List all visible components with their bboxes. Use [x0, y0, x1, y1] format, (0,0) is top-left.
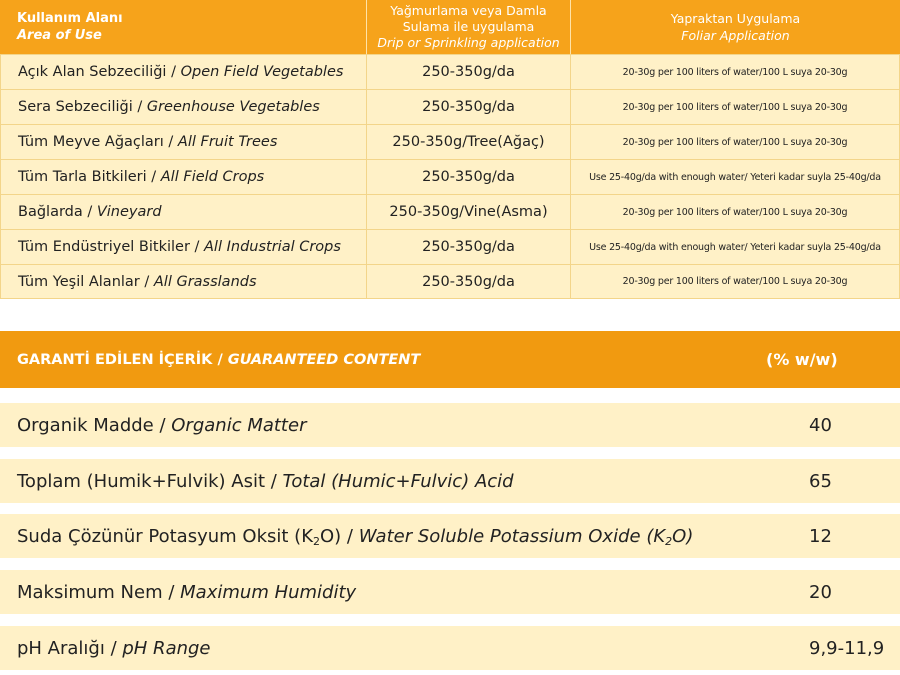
guaranteed-content-title — [0, 352, 766, 368]
header-area-tr: Kullanım Alanı — [17, 11, 123, 26]
foliar-dose-cell: Use 25-40g/da with enough water/ Yeteri kadar suyla 25-40g/da — [571, 230, 900, 264]
drip-dose-cell: 250-350g/da — [367, 160, 571, 194]
foliar-dose-cell: 20-30g per 100 liters of water/100 L suya 20-30g — [571, 90, 900, 124]
area-tr: Tüm Tarla Bitkileri — [18, 169, 147, 185]
content-value: 40 — [809, 414, 832, 436]
drip-dose-cell: 250-350g/Vine(Asma) — [367, 195, 571, 229]
content-title-en: GUARANTEED CONTENT — [227, 351, 421, 368]
foliar-dose-cell: 20-30g per 100 liters of water/100 L suya 20-30g — [571, 265, 900, 298]
content-label-tr: Suda Çözünür Potasyum Oksit — [17, 525, 289, 547]
area-separator: / — [82, 204, 97, 220]
header-area-of-use — [0, 0, 367, 54]
drip-dose-cell: 250-350g/Tree(Ağaç) — [367, 125, 571, 159]
table-row — [0, 159, 900, 194]
area-of-use-cell — [0, 160, 367, 194]
area-tr: Bağlarda — [18, 204, 83, 220]
content-row — [0, 403, 900, 447]
area-tr: Tüm Yeşil Alanlar — [18, 273, 140, 290]
content-separator: / — [153, 414, 172, 436]
header-foliar-application — [571, 0, 900, 54]
content-row — [0, 570, 900, 614]
area-of-use-cell — [0, 90, 367, 124]
title-separator: / — [212, 351, 228, 368]
area-of-use-cell — [0, 55, 367, 89]
content-label-tr: Toplam (Humik+Fulvik) Asit — [17, 470, 266, 492]
content-label — [0, 638, 809, 659]
drip-dose-cell: 250-350g/da — [367, 230, 571, 264]
area-en: All Fruit Trees — [177, 134, 278, 150]
content-separator: / — [162, 581, 181, 603]
content-label — [0, 471, 809, 492]
content-separator: / — [341, 525, 359, 547]
content-separator: / — [265, 470, 283, 492]
formula-en: $(K_2O)$ — [646, 525, 694, 548]
table-row — [0, 194, 900, 229]
content-row — [0, 459, 900, 503]
area-en: Open Field Vegetables — [180, 64, 344, 80]
content-label — [0, 415, 809, 436]
header-area-en: Area of Use — [17, 28, 102, 43]
foliar-dose-cell: 20-30g per 100 liters of water/100 L suya 20-30g — [571, 55, 900, 89]
header-foliar-tr: Yapraktan Uygulama — [670, 11, 801, 26]
content-label-tr: Organik Madde — [17, 414, 154, 436]
area-of-use-cell — [0, 195, 367, 229]
application-table-header — [0, 0, 900, 54]
area-tr: Tüm Endüstriyel Bitkiler — [18, 239, 190, 255]
content-value: 20 — [809, 581, 832, 603]
drip-dose-cell: 250-350g/da — [367, 265, 571, 298]
foliar-dose-cell: Use 25-40g/da with enough water/ Yeteri kadar suyla 25-40g/da — [571, 160, 900, 194]
area-separator: / — [166, 64, 181, 80]
content-label-en: Total (Humic+Fulvic) Acid — [282, 470, 514, 492]
area-tr: Sera Sebzeciliği — [18, 99, 133, 115]
area-en: All Industrial Crops — [204, 239, 341, 255]
header-drip-tr-line1: Yağmurlama veya Damla — [390, 3, 547, 18]
content-label-en: pH Range — [122, 637, 211, 659]
content-separator: / — [104, 637, 123, 659]
content-value: 12 — [809, 525, 832, 547]
content-value: 65 — [809, 470, 832, 492]
drip-dose-cell: 250-350g/da — [367, 55, 571, 89]
area-separator: / — [132, 99, 147, 115]
area-en: Greenhouse Vegetables — [146, 99, 320, 115]
area-en: Vineyard — [96, 204, 162, 220]
guaranteed-content-header — [0, 331, 900, 388]
area-separator: / — [163, 134, 178, 150]
content-label — [0, 526, 809, 547]
area-tr: Tüm Meyve Ağaçları — [18, 134, 164, 150]
header-foliar-en: Foliar Application — [681, 28, 790, 43]
area-separator: / — [139, 273, 154, 290]
content-label-en: Organic Matter — [171, 414, 307, 436]
area-en: All Grasslands — [153, 273, 257, 290]
content-label-en: Water Soluble Potassium Oxide — [358, 525, 641, 547]
content-label-tr: Maksimum Nem — [17, 581, 163, 603]
table-row — [0, 124, 900, 159]
header-drip-tr-line2: Sulama ile uygulama — [402, 19, 535, 34]
formula: $(K_2O)$ — [294, 525, 342, 548]
area-of-use-cell — [0, 125, 367, 159]
application-table — [0, 0, 900, 299]
content-label-en: Maximum Humidity — [180, 581, 357, 603]
table-row — [0, 54, 900, 89]
content-title-tr: GARANTİ EDİLEN İÇERİK — [17, 351, 213, 368]
header-drip-application — [367, 0, 571, 54]
area-separator: / — [146, 169, 161, 185]
area-en: All Field Crops — [160, 169, 265, 185]
header-drip-en: Drip or Sprinkling application — [377, 35, 560, 50]
table-row — [0, 229, 900, 264]
content-label-tr: pH Aralığı — [17, 637, 105, 659]
content-label — [0, 582, 809, 603]
content-row — [0, 626, 900, 670]
content-unit: (% w/w) — [766, 350, 838, 369]
table-row — [0, 89, 900, 124]
area-tr: Açık Alan Sebzeciliği — [18, 64, 167, 80]
area-of-use-cell — [0, 230, 367, 264]
content-row — [0, 514, 900, 558]
area-of-use-cell — [0, 265, 367, 298]
drip-dose-cell: 250-350g/da — [367, 90, 571, 124]
content-value: 9,9-11,9 — [809, 637, 885, 659]
foliar-dose-cell: 20-30g per 100 liters of water/100 L suya 20-30g — [571, 125, 900, 159]
table-row — [0, 264, 900, 299]
foliar-dose-cell: 20-30g per 100 liters of water/100 L suya 20-30g — [571, 195, 900, 229]
area-separator: / — [189, 239, 205, 255]
